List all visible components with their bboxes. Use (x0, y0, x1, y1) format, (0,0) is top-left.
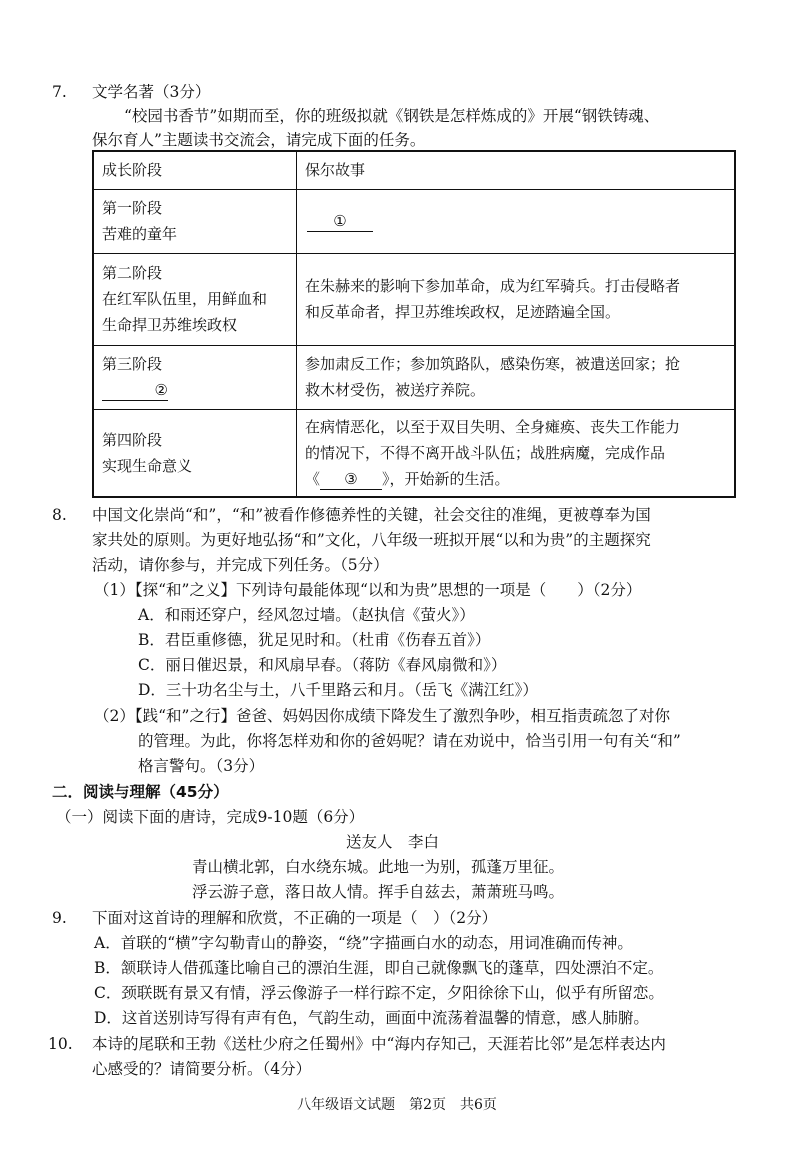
q7-title: 文学名著（3分） (92, 83, 211, 101)
stage-cell (93, 189, 297, 253)
section2-title: 二．阅读与理解（45分） (52, 783, 229, 801)
stage-name: 第二阶段 (102, 264, 163, 282)
q8-option-c[interactable]: C．丽日催迟景，和风扇早春。（蒋防《春风扇微和》） (138, 656, 507, 674)
q8-sub2-line: （2）【践“和”之行】爸爸、妈妈因你成绩下降发生了激烈争吵，相互指责疏忽了对你 (94, 707, 670, 725)
q10-number: 10. (48, 1035, 73, 1053)
table-header-row (93, 151, 735, 189)
q8-line: 中国文化崇尚“和”，“和”被看作修德养性的关键，社会交往的准绳，更被尊奉为国 (92, 506, 651, 524)
stage-name: 第三阶段 (102, 355, 163, 373)
stage-cell (93, 345, 297, 409)
q8-number: 8. (52, 506, 67, 524)
q8-line: 活动，请你参与，并完成下列任务。（5分） (92, 556, 389, 574)
story-line: 参加肃反工作；参加筑路队，感染伤寒，被遣送回家；抢 (305, 355, 681, 373)
q10-line1: 本诗的尾联和王勃《送杜少府之任蜀州》中“海内存知己，天涯若比邻”是怎样表达内 (92, 1035, 666, 1053)
stage-desc: 苦难的童年 (102, 225, 178, 243)
stage-desc: 生命捍卫苏维埃政权 (102, 316, 238, 334)
q8-sub2-line: 的管理。为此，你将怎样劝和你的爸妈呢？请在劝说中，恰当引用一句有关“和” (138, 732, 681, 750)
section2-sub: （一）阅读下面的唐诗，完成9-10题（6分） (56, 808, 365, 826)
table-row (93, 345, 735, 409)
stage-cell (93, 253, 297, 345)
story-line: 在朱赫来的影响下参加革命，成为红军骑兵。打击侵略者 (305, 277, 681, 295)
stage-desc: 实现生命意义 (102, 456, 193, 475)
stage-name: 第一阶段 (102, 199, 163, 217)
q9-option-b[interactable]: B．颔联诗人借孤蓬比喻自己的漂泊生涯，即自己就像飘飞的蓬草，四处漂泊不定。 (94, 959, 664, 977)
story-cell (297, 253, 736, 345)
table-row (93, 253, 735, 345)
q7-intro-line2: 保尔育人”主题读书交流会，请完成下面的任务。 (92, 131, 426, 149)
q9-option-d[interactable]: D．这首送别诗写得有声有色，气韵生动，画面中流荡着温馨的情意，感人肺腑。 (94, 1009, 649, 1027)
story-cell (297, 345, 736, 409)
q8-sub1-stem: （1）【探“和”之义】下列诗句最能体现“以和为贵”思想的一项是（ ）（2分） (94, 581, 642, 599)
poem-title: 送友人 李白 (346, 833, 440, 851)
story-cell (297, 189, 736, 253)
stage-desc: 在红军队伍里，用鲜血和 (102, 290, 268, 308)
story-line-end: 》，开始新的生活。 (382, 469, 510, 488)
header-stage: 成长阶段 (93, 151, 297, 189)
stage-cell (93, 409, 297, 497)
q9-number: 9. (52, 909, 67, 927)
q8-line: 家共处的原则。为更好地弘扬“和”文化，八年级一班拟开展“以和为贵”的主题探究 (92, 531, 651, 549)
q7-number: 7. (52, 83, 67, 101)
story-line: 和反革命者，捍卫苏维埃政权，足迹踏遍全国。 (305, 303, 621, 321)
story-line: 在病情恶化，以至于双目失明、全身瘫痪、丧失工作能力 (305, 417, 681, 436)
q8-option-b[interactable]: B．君臣重修德，犹足见时和。（杜甫《伤春五首》） (138, 631, 491, 649)
paul-stages-table (92, 150, 736, 498)
header-story: 保尔故事 (297, 151, 736, 189)
poem-line2: 浮云游子意，落日故人情。挥手自兹去，萧萧班马鸣。 (192, 883, 565, 901)
q7-intro-line1: “校园书香节”如期而至，你的班级拟就《钢铁是怎样炼成的》开展“钢铁铸魂、 (124, 107, 660, 125)
q10-line2: 心感受的？请简要分析。（4分） (92, 1060, 312, 1078)
q9-option-c[interactable]: C．颈联既有景又有情，浮云像游子一样行踪不定，夕阳徐徐下山，似乎有所留恋。 (94, 984, 664, 1002)
q8-option-a[interactable]: A．和雨还穿户，经风忽过墙。（赵执信《萤火》） (138, 606, 475, 624)
answer-blank-3[interactable]: ③ (320, 469, 382, 490)
answer-blank-1[interactable]: ① (307, 211, 373, 232)
q8-sub2-line: 格言警句。（3分） (138, 757, 265, 775)
page-footer: 八年级语文试题 第2页 共6页 (297, 1097, 497, 1113)
book-quote-open: 《 (305, 469, 321, 488)
poem-line1: 青山横北郭，白水绕东城。此地一为别，孤蓬万里征。 (192, 858, 565, 876)
story-cell (297, 409, 736, 497)
story-line: 的情况下，不得不离开战斗队伍；战胜病魔，完成作品 (305, 443, 666, 462)
answer-blank-2[interactable]: ② (102, 380, 168, 401)
q8-option-d[interactable]: D．三十功名尘与土，八千里路云和月。（岳飞《满江红》） (138, 681, 538, 699)
table-row (93, 189, 735, 253)
story-line: 救木材受伤，被送疗养院。 (305, 381, 486, 399)
q9-option-a[interactable]: A．首联的“横”字勾勒青山的静姿，“绕”字描画白水的动态，用词准确而传神。 (94, 934, 633, 952)
stage-name: 第四阶段 (102, 430, 163, 449)
table-row (93, 409, 735, 497)
q9-stem: 下面对这首诗的理解和欣赏，不正确的一项是（ ）（2分） (92, 909, 498, 927)
